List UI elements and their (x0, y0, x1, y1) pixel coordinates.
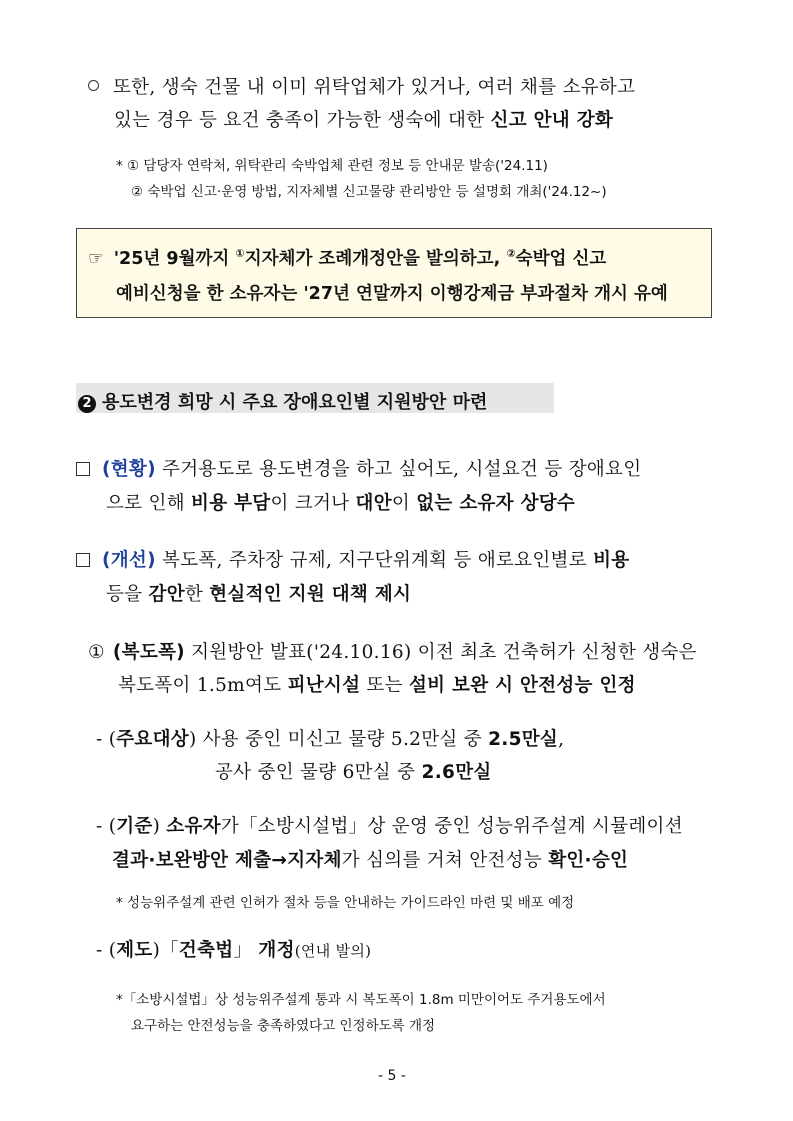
notice-box-line-2: 예비신청을 한 소유자는 '27년 연말까지 이행강제금 부과절차 개시 유예 (116, 284, 668, 304)
note-1-line-2: ② 숙박업 신고·운영 방법, 지자체별 신고물량 관리방안 등 설명회 개최('24.12~) (131, 184, 607, 200)
pointing-hand-icon: ☞ (88, 249, 104, 269)
corridor-item-line-1: ① (복도폭) 지원방안 발표('24.10.16) 이전 최초 건축허가 신청한 생숙은 (88, 642, 697, 663)
improvement-line-2: 등을 감안한 현실적인 지원 대책 제시 (106, 584, 412, 605)
criteria-line-2: 결과·보완방안 제출→지자체가 심의를 거쳐 안전성능 확인·승인 (112, 850, 629, 871)
notice-box-line-1: ☞ '25년 9월까지 ①지자체가 조례개정안을 발의하고, ②숙박업 신고 (88, 247, 607, 269)
status-line-1: (현황) 주거용도로 용도변경을 하고 싶어도, 시설요건 등 장애요인 (76, 455, 641, 481)
square-bullet-icon (76, 553, 90, 567)
status-line-2: 으로 인해 비용 부담이 크거나 대안이 없는 소유자 상당수 (106, 493, 576, 514)
note-1-line-1: * ① 담당자 연락처, 위탁관리 숙박업체 관련 정보 등 안내문 발송('24.11) (116, 158, 548, 174)
circle-bullet-icon (88, 80, 99, 91)
corridor-item-line-2: 복도폭이 1.5m여도 피난시설 또는 설비 보완 시 안전성능 인정 (118, 675, 636, 696)
note-3-line-1: *「소방시설법」상 성능위주설계 통과 시 복도폭이 1.8m 미만이어도 주거용도에서 (116, 992, 606, 1008)
criteria-line-1: - (기준) 소유자가「소방시설법」상 운영 중인 성능위주설계 시뮬레이션 (96, 816, 683, 837)
note-2: * 성능위주설계 관련 인허가 절차 등을 안내하는 가이드라인 마련 및 배포 예정 (116, 895, 575, 911)
section-heading: 2 용도변경 희망 시 주요 장애요인별 지원방안 마련 (78, 388, 487, 414)
note-3-line-2: 요구하는 안전성능을 충족하였다고 인정하도록 개정 (131, 1018, 436, 1034)
page-number: - 5 - (378, 1068, 406, 1084)
target-line-1: - (주요대상) 사용 중인 미신고 물량 5.2만실 중 2.5만실, (96, 729, 565, 750)
system-line: - (제도)「건축법」 개정(연내 발의) (96, 940, 372, 961)
paragraph-1-line-2: 있는 경우 등 요건 충족이 가능한 생숙에 대한 신고 안내 강화 (114, 110, 614, 131)
paragraph-1-line-1: 또한, 생숙 건물 내 이미 위탁업체가 있거나, 여러 채를 소유하고 (88, 73, 635, 99)
improvement-line-1: (개선) 복도폭, 주차장 규제, 지구단위계획 등 애로요인별로 비용 (76, 546, 629, 572)
target-line-2: 공사 중인 물량 6만실 중 2.6만실 (215, 762, 492, 783)
square-bullet-icon (76, 462, 90, 476)
number-2-icon: 2 (78, 395, 96, 413)
